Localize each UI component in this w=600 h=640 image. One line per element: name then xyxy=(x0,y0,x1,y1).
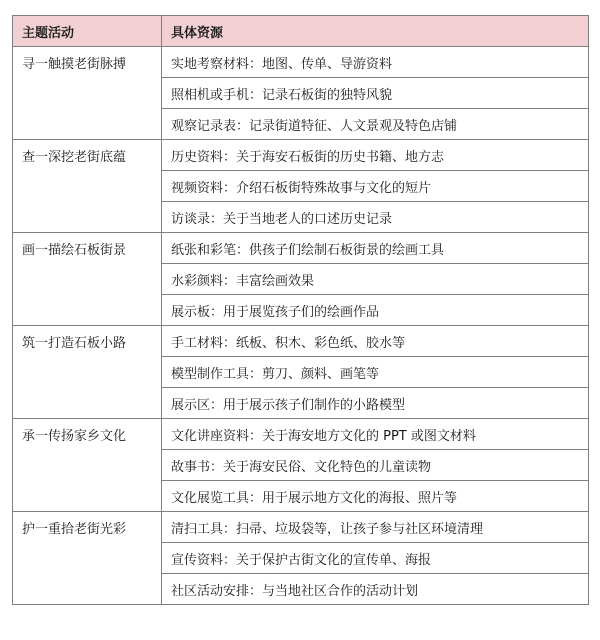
resource-cell: 展示区：用于展示孩子们制作的小路模型 xyxy=(162,388,589,419)
topic-cell xyxy=(13,78,162,109)
resource-cell: 访谈录：关于当地老人的口述历史记录 xyxy=(162,202,589,233)
resource-cell: 模型制作工具：剪刀、颜料、画笔等 xyxy=(162,357,589,388)
table-row xyxy=(13,388,589,419)
topic-cell xyxy=(13,574,162,605)
table-row xyxy=(13,543,589,574)
topic-cell xyxy=(13,264,162,295)
table-row xyxy=(13,357,589,388)
topic-cell: 护一重拾老街光彩 xyxy=(13,512,162,543)
resource-cell: 水彩颜料：丰富绘画效果 xyxy=(162,264,589,295)
resource-cell: 纸张和彩笔：供孩子们绘制石板街景的绘画工具 xyxy=(162,233,589,264)
topic-cell xyxy=(13,295,162,326)
resource-cell: 文化展览工具：用于展示地方文化的海报、照片等 xyxy=(162,481,589,512)
resource-cell: 观察记录表：记录街道特征、人文景观及特色店铺 xyxy=(162,109,589,140)
resource-cell: 故事书：关于海安民俗、文化特色的儿童读物 xyxy=(162,450,589,481)
table-row xyxy=(13,171,589,202)
column-header-resource: 具体资源 xyxy=(162,16,589,47)
topic-cell: 画一描绘石板街景 xyxy=(13,233,162,264)
resource-cell: 视频资料：介绍石板街特殊故事与文化的短片 xyxy=(162,171,589,202)
table-row xyxy=(13,574,589,605)
table-row xyxy=(13,264,589,295)
resource-cell: 实地考察材料：地图、传单、导游资料 xyxy=(162,47,589,78)
resource-cell: 宣传资料：关于保护古街文化的宣传单、海报 xyxy=(162,543,589,574)
table-row xyxy=(13,233,589,264)
table-row xyxy=(13,481,589,512)
table-row xyxy=(13,295,589,326)
topic-cell xyxy=(13,388,162,419)
resource-cell: 清扫工具：扫帚、垃圾袋等，让孩子参与社区环境清理 xyxy=(162,512,589,543)
topic-cell xyxy=(13,450,162,481)
resource-table xyxy=(12,15,589,605)
resource-cell: 社区活动安排：与当地社区合作的活动计划 xyxy=(162,574,589,605)
topic-cell xyxy=(13,109,162,140)
resource-table-container xyxy=(12,15,588,605)
table-header-row xyxy=(13,16,589,47)
table-row xyxy=(13,78,589,109)
topic-cell xyxy=(13,202,162,233)
resource-cell: 文化讲座资料：关于海安地方文化的 PPT 或图文材料 xyxy=(162,419,589,450)
table-row xyxy=(13,47,589,78)
table-row xyxy=(13,512,589,543)
topic-cell: 承一传扬家乡文化 xyxy=(13,419,162,450)
table-row xyxy=(13,450,589,481)
column-header-topic: 主题活动 xyxy=(13,16,162,47)
resource-cell: 照相机或手机：记录石板街的独特风貌 xyxy=(162,78,589,109)
resource-cell: 历史资料：关于海安石板街的历史书籍、地方志 xyxy=(162,140,589,171)
topic-cell xyxy=(13,543,162,574)
table-row xyxy=(13,140,589,171)
resource-cell: 展示板：用于展览孩子们的绘画作品 xyxy=(162,295,589,326)
table-row xyxy=(13,419,589,450)
topic-cell xyxy=(13,481,162,512)
table-row xyxy=(13,326,589,357)
topic-cell: 筑一打造石板小路 xyxy=(13,326,162,357)
table-row xyxy=(13,109,589,140)
resource-cell: 手工材料：纸板、积木、彩色纸、胶水等 xyxy=(162,326,589,357)
topic-cell: 查一深挖老街底蕴 xyxy=(13,140,162,171)
topic-cell xyxy=(13,171,162,202)
topic-cell xyxy=(13,357,162,388)
topic-cell: 寻一触摸老街脉搏 xyxy=(13,47,162,78)
table-row xyxy=(13,202,589,233)
